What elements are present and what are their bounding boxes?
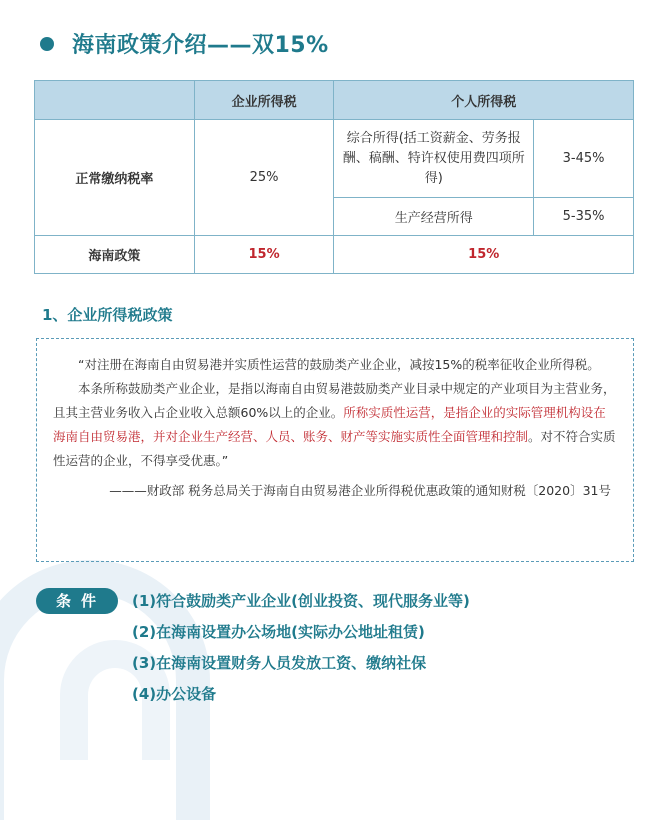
row-label-hainan: 海南政策 xyxy=(35,236,195,274)
conditions-badge: 条件 xyxy=(36,588,118,614)
table-row xyxy=(35,120,634,198)
table-row xyxy=(35,236,634,274)
list-item: (3)在海南设置财务人员发放工资、缴纳社保 xyxy=(132,654,427,672)
quote-paragraph-1: “对注册在海南自由贸易港并实质性运营的鼓励类产业企业，减按15%的税率征收企业所得税。 xyxy=(78,357,600,372)
quote-paragraph-2 xyxy=(53,377,617,473)
personal-hainan-rate: 15% xyxy=(334,236,634,274)
table-header-row xyxy=(35,81,634,120)
row-label-normal: 正常缴纳税率 xyxy=(35,120,195,236)
personal-type-comprehensive: 综合所得(括工资薪金、劳务报酬、稿酬、特许权使用费四项所得) xyxy=(334,120,534,198)
quote-source: ———财政部 税务总局关于海南自由贸易港企业所得税优惠政策的通知财税〔2020〕31号 xyxy=(109,483,611,498)
tax-rate-table xyxy=(34,80,634,274)
quote-text-tail: 。对不符合实质性运营的企业，不得享受优惠。” xyxy=(53,429,616,468)
list-item: (4)办公设备 xyxy=(132,685,217,703)
personal-type-business: 生产经营所得 xyxy=(334,198,534,236)
header-corporate-tax: 企业所得税 xyxy=(194,81,334,120)
personal-rate-business: 5-35% xyxy=(534,198,634,236)
section-title: 1、企业所得税政策 xyxy=(42,306,173,324)
title-row xyxy=(40,28,329,59)
list-item: (1)符合鼓励类产业企业(创业投资、现代服务业等) xyxy=(132,592,470,610)
page-title: 海南政策介绍——双15% xyxy=(72,33,329,58)
header-blank xyxy=(35,81,195,120)
corporate-hainan-rate: 15% xyxy=(194,236,334,274)
bullet-dot-icon xyxy=(40,37,54,51)
corporate-normal-rate: 25% xyxy=(194,120,334,236)
quote-text: 本条所称鼓励类产业企业，是指以海南自由贸易港鼓励类产业目录中规定的产业项目为主营业务，且其主营业务收入占企业收入总额60%以上的企业。 xyxy=(53,381,616,420)
conditions-list xyxy=(132,588,470,712)
header-personal-tax: 个人所得税 xyxy=(334,81,634,120)
personal-rate-comprehensive: 3-45% xyxy=(534,120,634,198)
list-item: (2)在海南设置办公场地(实际办公地址租赁) xyxy=(132,623,425,641)
quote-highlight: 所称实质性运营，是指企业的实际管理机构设在海南自由贸易港，并对企业生产经营、人员、账务、财产等实施实质性全面管理和控制 xyxy=(53,405,606,444)
policy-quote-box xyxy=(36,338,634,562)
